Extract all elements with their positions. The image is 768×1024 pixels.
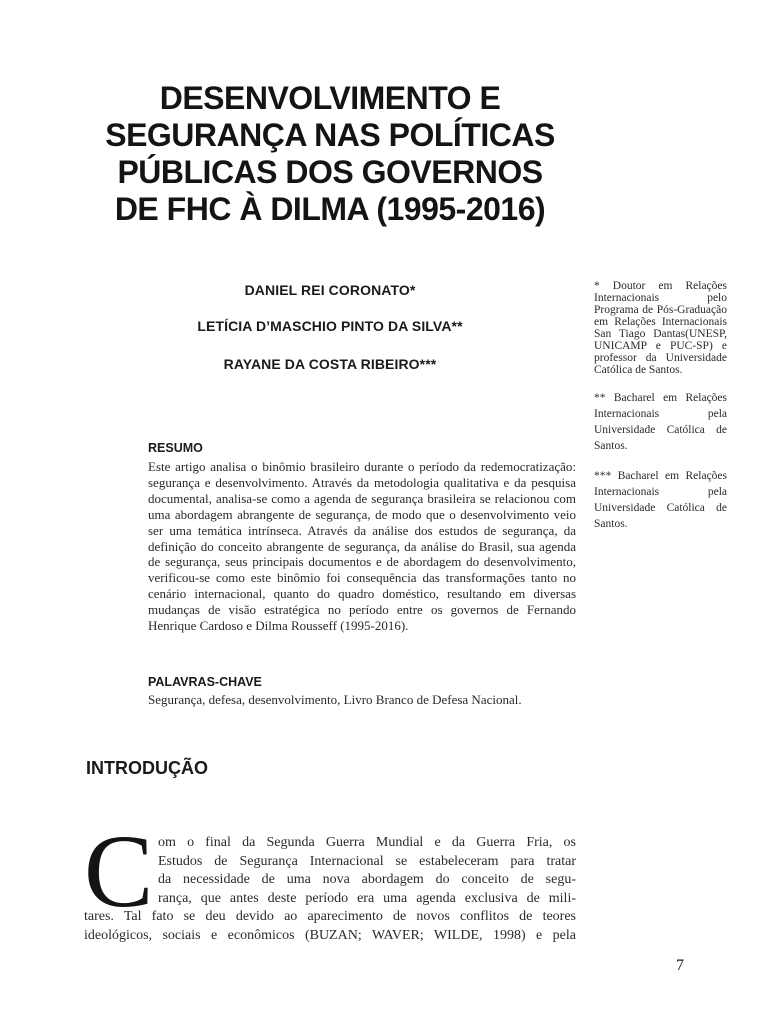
paragraph-line: da necessidade de uma nova abordagem do conceito de segu- (158, 872, 576, 888)
title-line: PÚBLICAS DOS GOVERNOS (117, 154, 543, 190)
paragraph-line: ideológicos, sociais e econômicos (BUZAN; WAVER; WILDE, 1998) e pela (84, 927, 576, 943)
paragraph-line: om o final da Segunda Guerra Mundial e da Guerra Fria, os (158, 835, 576, 850)
paragraph-line: tares. Tal fato se deu devido ao aparecimento de novos conflitos de teores (84, 909, 576, 925)
abstract-label: RESUMO (148, 441, 203, 455)
author-2: LETÍCIA D’MASCHIO PINTO DA SILVA** (197, 318, 463, 334)
author-3: RAYANE DA COSTA RIBEIRO*** (223, 356, 437, 372)
footnotes (594, 280, 727, 546)
footnote-3: *** Bacharel em Relações Internacionais pela Universidade Católica de Santos. (594, 470, 727, 530)
keywords-label: PALAVRAS-CHAVE (148, 675, 262, 689)
paragraph-line: rança, que antes deste período era uma agenda exclusiva de mili- (158, 890, 576, 906)
title-line: DE FHC À DILMA (1995-2016) (114, 191, 546, 227)
title-line: SEGURANÇA NAS POLÍTICAS (105, 117, 555, 153)
author-1: DANIEL REI CORONATO* (244, 282, 416, 298)
footnote-1: * Doutor em Relações Internacionais pelo Programa de Pós-Graduação em Relações Internacionais San Tiago Dantas(UNESP, UNICAMP e PUC-SP) e professor da Universidade Católica de Santos. (594, 280, 727, 376)
paragraph-line: Estudos de Segurança Internacional se estabeleceram para tratar (158, 853, 576, 869)
article-title (60, 80, 600, 228)
abstract-text: Este artigo analisa o binômio brasileiro durante o período da redemocratização: segurança e desenvolvimento. Através da metodologia qualitativa e da pesquisa documental, analisa-se como a agenda de segurança brasileira se relacionou com uma abordagem abrangente de segurança, de modo que o desenvolvimento veio ser uma temática intrínseca. Através da análise dos estudos de segurança, da definição do conceito abrangente de segurança, da análise do Brasil, sua agenda de segurança, seus principais documentos e de abordagem do desenvolvimento, verificou-se como este binômio foi consequência das transformações tanto no cenário internacional, quanto do quadro doméstico, resultando em diversas mudanças de visão estratégica no período entre os governos de Fernando Henrique Cardoso e Dilma Rousseff (1995-2016). (148, 459, 576, 634)
page-number: 7 (676, 957, 684, 974)
title-line: DESENVOLVIMENTO E (159, 80, 501, 116)
keywords-text: Segurança, defesa, desenvolvimento, Livro Branco de Defesa Nacional. (148, 692, 522, 707)
footnote-2: ** Bacharel em Relações Internacionais pela Universidade Católica de Santos. (594, 392, 727, 452)
introduction-paragraph (84, 834, 576, 946)
drop-cap: C (84, 814, 154, 929)
introduction-heading: INTRODUÇÃO (86, 758, 208, 778)
